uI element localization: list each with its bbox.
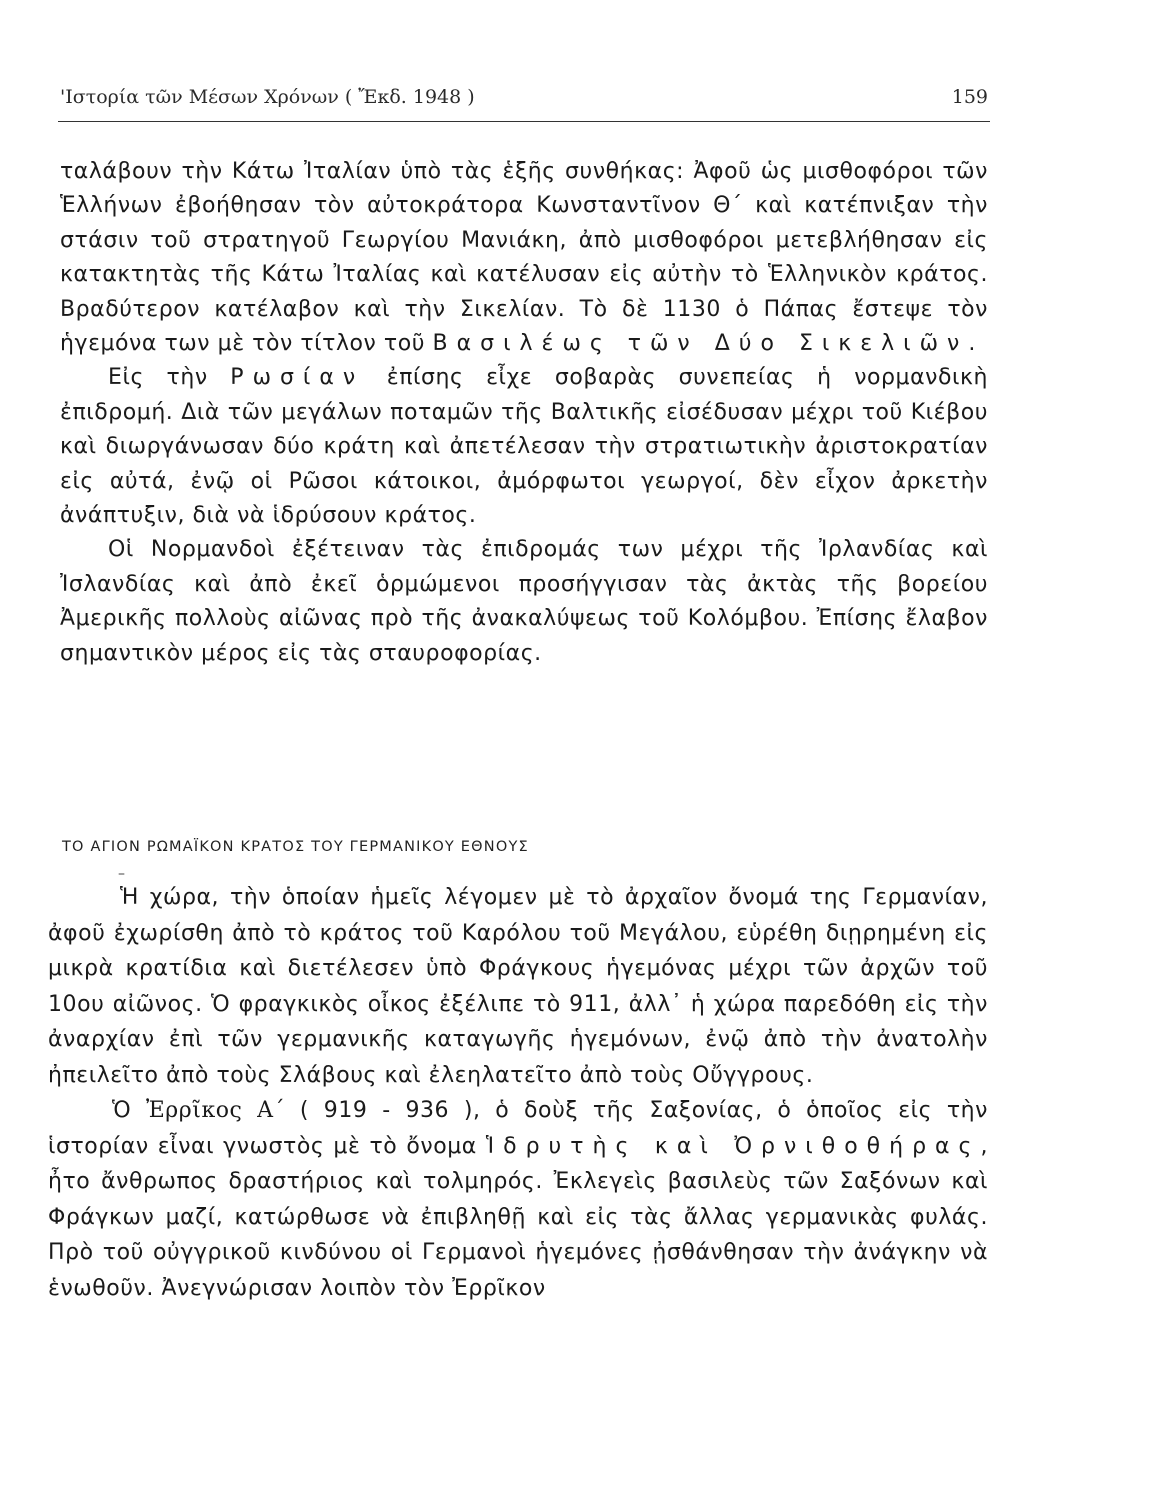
paragraph-henry: Ὁ Ἐρρῖκος Α΄ ( 919 - 936 ), ὁ δοὺξ τῆς Σαξονίας, ὁ ὁποῖος εἰς τὴν ἱστορίαν εἶναι γνωστὸς μὲ τὸ ὄνομα Ἱδρυτὴς καὶ Ὀρνιθοθήρας, ἦτο ἄνθρωπος δραστήριος καὶ τολμηρός. Ἐκλεγεὶς βασιλεὺς τῶν Σαξόνων καὶ Φράγκων μαζί, κατώρθωσε νὰ ἐπιβληθῇ καὶ εἰς τὰς ἄλλας γερμανικὰς φυλάς. Πρὸ τοῦ οὐγγρικοῦ κινδύνου οἱ Γερμανοὶ ἡγεμόνες ᾐσθάνθησαν τὴν ἀνάγκην νὰ ἑνωθοῦν. Ἀνεγνώρισαν λοιπὸν τὸν Ἐρρῖκον bbox=[48, 1098, 989, 1301]
paragraph-russia: Εἰς τὴν Ρωσίαν ἐπίσης εἶχε σοβαρὰς συνεπείας ἡ νορμανδικὴ ἐπιδρομή. Διὰ τῶν μεγάλων ποταμῶν τῆς Βαλτικῆς εἰσέδυσαν μέχρι τοῦ Κιέβου καὶ διωργάνωσαν δύο κράτη καὶ ἀπετέλεσαν τὴν στρατιωτικὴν ἀριστοκρατίαν εἰς αὐτά, ἐνῷ οἱ Ρῶσοι κάτοικοι, ἀμόρφωτοι γεωργοί, δὲν εἶχον ἀρκετὴν ἀνάπτυξιν, διὰ νὰ ἱδρύσουν κράτος. bbox=[60, 365, 989, 529]
paragraph-germany: Ἡ χώρα, τὴν ὁποίαν ἡμεῖς λέγομεν μὲ τὸ ἀρχαῖον ὄνομά της Γερμανίαν, ἀφοῦ ἐχωρίσθη ἀπὸ τὸ κράτος τοῦ Καρόλου τοῦ Μεγάλου, εὑρέθη διῃρημένη εἰς μικρὰ κρατίδια καὶ διετέλεσεν ὑπὸ Φράγκους ἡγεμόνας μέχρι τῶν ἀρχῶν τοῦ 10ου αἰῶνος. Ὁ φραγκικὸς οἶκος ἐξέλιπε τὸ 911, ἀλλ᾽ ἡ χώρα παρεδόθη εἰς τὴν ἀναρχίαν ἐπὶ τῶν γερμανικῆς καταγωγῆς ἡγεμόνων, ἐνῷ ἀπὸ τὴν ἀνατολὴν ἠπειλεῖτο ἀπὸ τοὺς Σλάβους καὶ ἐλεηλατεῖτο ἀπὸ τοὺς Οὔγγρους. bbox=[48, 885, 988, 1088]
lower-text-block bbox=[48, 880, 988, 1306]
paragraph-normans-expansion: Οἱ Νορμανδοὶ ἐξέτειναν τὰς ἐπιδρομάς των μέχρι τῆς Ἰρλανδίας καὶ Ἰσλανδίας καὶ ἀπὸ ἐκεῖ ὁρμώμενοι προσήγγισαν τὰς ἀκτὰς τῆς βορείου Ἀμερικῆς πολλοὺς αἰῶνας πρὸ τῆς ἀνακαλύψεως τοῦ Κολόμβου. Ἐπίσης ἔλαβον σημαντικὸν μέρος εἰς τὰς σταυροφορίας. bbox=[60, 537, 988, 666]
heading-dash: – bbox=[118, 866, 125, 882]
page-header bbox=[60, 86, 988, 108]
upper-text-block bbox=[60, 155, 988, 671]
running-title: 'Ιστορία τῶν Μέσων Χρόνων ( Ἔκδ. 1948 ) bbox=[60, 86, 475, 108]
paragraph-normans-italy: ταλάβουν τὴν Κάτω Ἰταλίαν ὑπὸ τὰς ἑξῆς συνθήκας: Ἀφοῦ ὡς μισθοφόροι τῶν Ἑλλήνων ἐβοήθησαν τὸν αὐτοκράτορα Κωνσταντῖνον Θ΄ καὶ κατέπνιξαν τὴν στάσιν τοῦ στρατηγοῦ Γεωργίου Μανιάκη, ἀπὸ μισθοφόροι μετεβλήθησαν εἰς κατακτητὰς τῆς Κάτω Ἰταλίας καὶ κατέλυσαν εἰς αὐτὴν τὸ Ἑλληνικὸν κράτος. Βραδύτερον κατέλαβον καὶ τὴν Σικελίαν. Τὸ δὲ 1130 ὁ Πάπας ἔστεψε τὸν ἡγεμόνα των μὲ τὸν τίτλον τοῦ Βασιλέως τῶν Δύο Σικελιῶν. bbox=[60, 159, 988, 357]
header-rule bbox=[58, 121, 990, 122]
emphasized-epithet: Ἱδρυτὴς καὶ Ὀρνιθοθήρας bbox=[485, 1133, 981, 1159]
page-number: 159 bbox=[951, 86, 988, 108]
section-heading: ΤΟ ΑΓΙΟΝ ΡΩΜΑΪΚΟΝ ΚΡΑΤΟΣ ΤΟΥ ΓΕΡΜΑΝΙΚΟΥ ΕΘΝΟΥΣ bbox=[62, 839, 529, 855]
emphasized-russia: Ρωσίαν bbox=[230, 365, 365, 391]
name-henry: Ἐρρῖκος Α΄ bbox=[145, 1098, 286, 1123]
emphasized-title: Βασιλέως τῶν Δύο Σικελιῶν bbox=[432, 331, 969, 357]
